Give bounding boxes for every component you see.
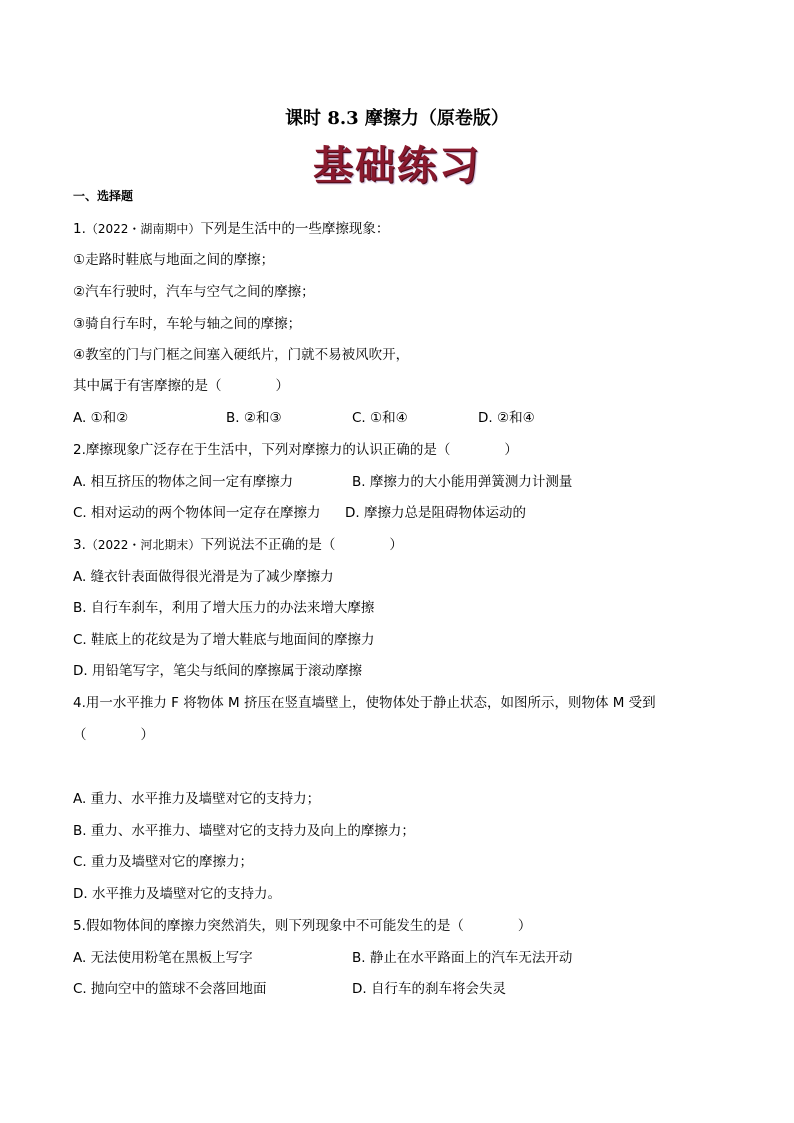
question-1-item: ①走路时鞋底与地面之间的摩擦； xyxy=(73,252,275,268)
question-1-option-d: D. ②和④ xyxy=(478,410,535,426)
question-1-stem xyxy=(73,220,389,238)
question-3-option-a: A. 缝衣针表面做得很光滑是为了减少摩擦力 xyxy=(73,569,334,585)
question-5-option-a: A. 无法使用粉笔在黑板上写字 xyxy=(73,950,253,966)
question-1-item: ③骑自行车时，车轮与轴之间的摩擦； xyxy=(73,316,302,332)
question-4-option-d: D. 水平推力及墙壁对它的支持力。 xyxy=(73,886,281,902)
question-3-option-d: D. 用铅笔写字，笔尖与纸间的摩擦属于滚动摩擦 xyxy=(73,663,362,679)
question-5-option-b: B. 静止在水平路面上的汽车无法开动 xyxy=(352,950,573,966)
section-heading: 一、选择题 xyxy=(73,189,134,203)
question-2-option-b: B. 摩擦力的大小能用弹簧测力计测量 xyxy=(352,474,573,490)
question-4-option-b: B. 重力、水平推力、墙壁对它的支持力及向上的摩擦力； xyxy=(73,823,415,839)
question-source: （2022・湖南期中） xyxy=(85,222,201,236)
question-number: 1. xyxy=(73,221,86,237)
question-2-option-a: A. 相互挤压的物体之间一定有摩擦力 xyxy=(73,474,294,490)
question-text: 下列是生活中的一些摩擦现象： xyxy=(200,221,390,237)
page-title: 课时 8.3 摩擦力（原卷版） xyxy=(285,108,509,129)
question-3-option-c: C. 鞋底上的花纹是为了增大鞋底与地面间的摩擦力 xyxy=(73,632,375,648)
question-source: （2022・河北期末） xyxy=(85,538,201,552)
question-1-item: ④教室的门与门框之间塞入硬纸片，门就不易被风吹开， xyxy=(73,347,410,363)
question-3-option-b: B. 自行车刹车，利用了增大压力的办法来增大摩擦 xyxy=(73,600,375,616)
section-banner: 基础练习 xyxy=(313,143,481,189)
question-5-option-d: D. 自行车的刹车将会失灵 xyxy=(352,981,506,997)
question-2-stem: 2.摩擦现象广泛存在于生活中，下列对摩擦力的认识正确的是（ ） xyxy=(73,442,518,458)
question-4-option-a: A. 重力、水平推力及墙壁对它的支持力； xyxy=(73,791,321,807)
question-4-stem-cont: （ ） xyxy=(73,727,154,743)
question-1-option-c: C. ①和④ xyxy=(352,410,408,426)
question-4-stem: 4.用一水平推力 F 将物体 M 挤压在竖直墙壁上，使物体处于静止状态，如图所示，则物体 M 受到 xyxy=(73,695,656,711)
question-2-option-c: C. 相对运动的两个物体间一定存在摩擦力 xyxy=(73,505,321,521)
question-number: 3. xyxy=(73,537,86,553)
question-3-stem xyxy=(73,536,403,554)
question-1-option-a: A. ①和② xyxy=(73,410,129,426)
question-5-option-c: C. 抛向空中的篮球不会落回地面 xyxy=(73,981,267,997)
question-1-ask: 其中属于有害摩擦的是（ ） xyxy=(73,378,289,394)
question-5-stem: 5.假如物体间的摩擦力突然消失，则下列现象中不可能发生的是（ ） xyxy=(73,918,532,934)
question-2-option-d: D. 摩擦力总是阻碍物体运动的 xyxy=(345,505,526,521)
question-1-option-b: B. ②和③ xyxy=(226,410,282,426)
question-1-item: ②汽车行驶时，汽车与空气之间的摩擦； xyxy=(73,284,315,300)
question-text: 下列说法不正确的是（ ） xyxy=(200,537,403,553)
question-4-option-c: C. 重力及墙壁对它的摩擦力； xyxy=(73,854,254,870)
